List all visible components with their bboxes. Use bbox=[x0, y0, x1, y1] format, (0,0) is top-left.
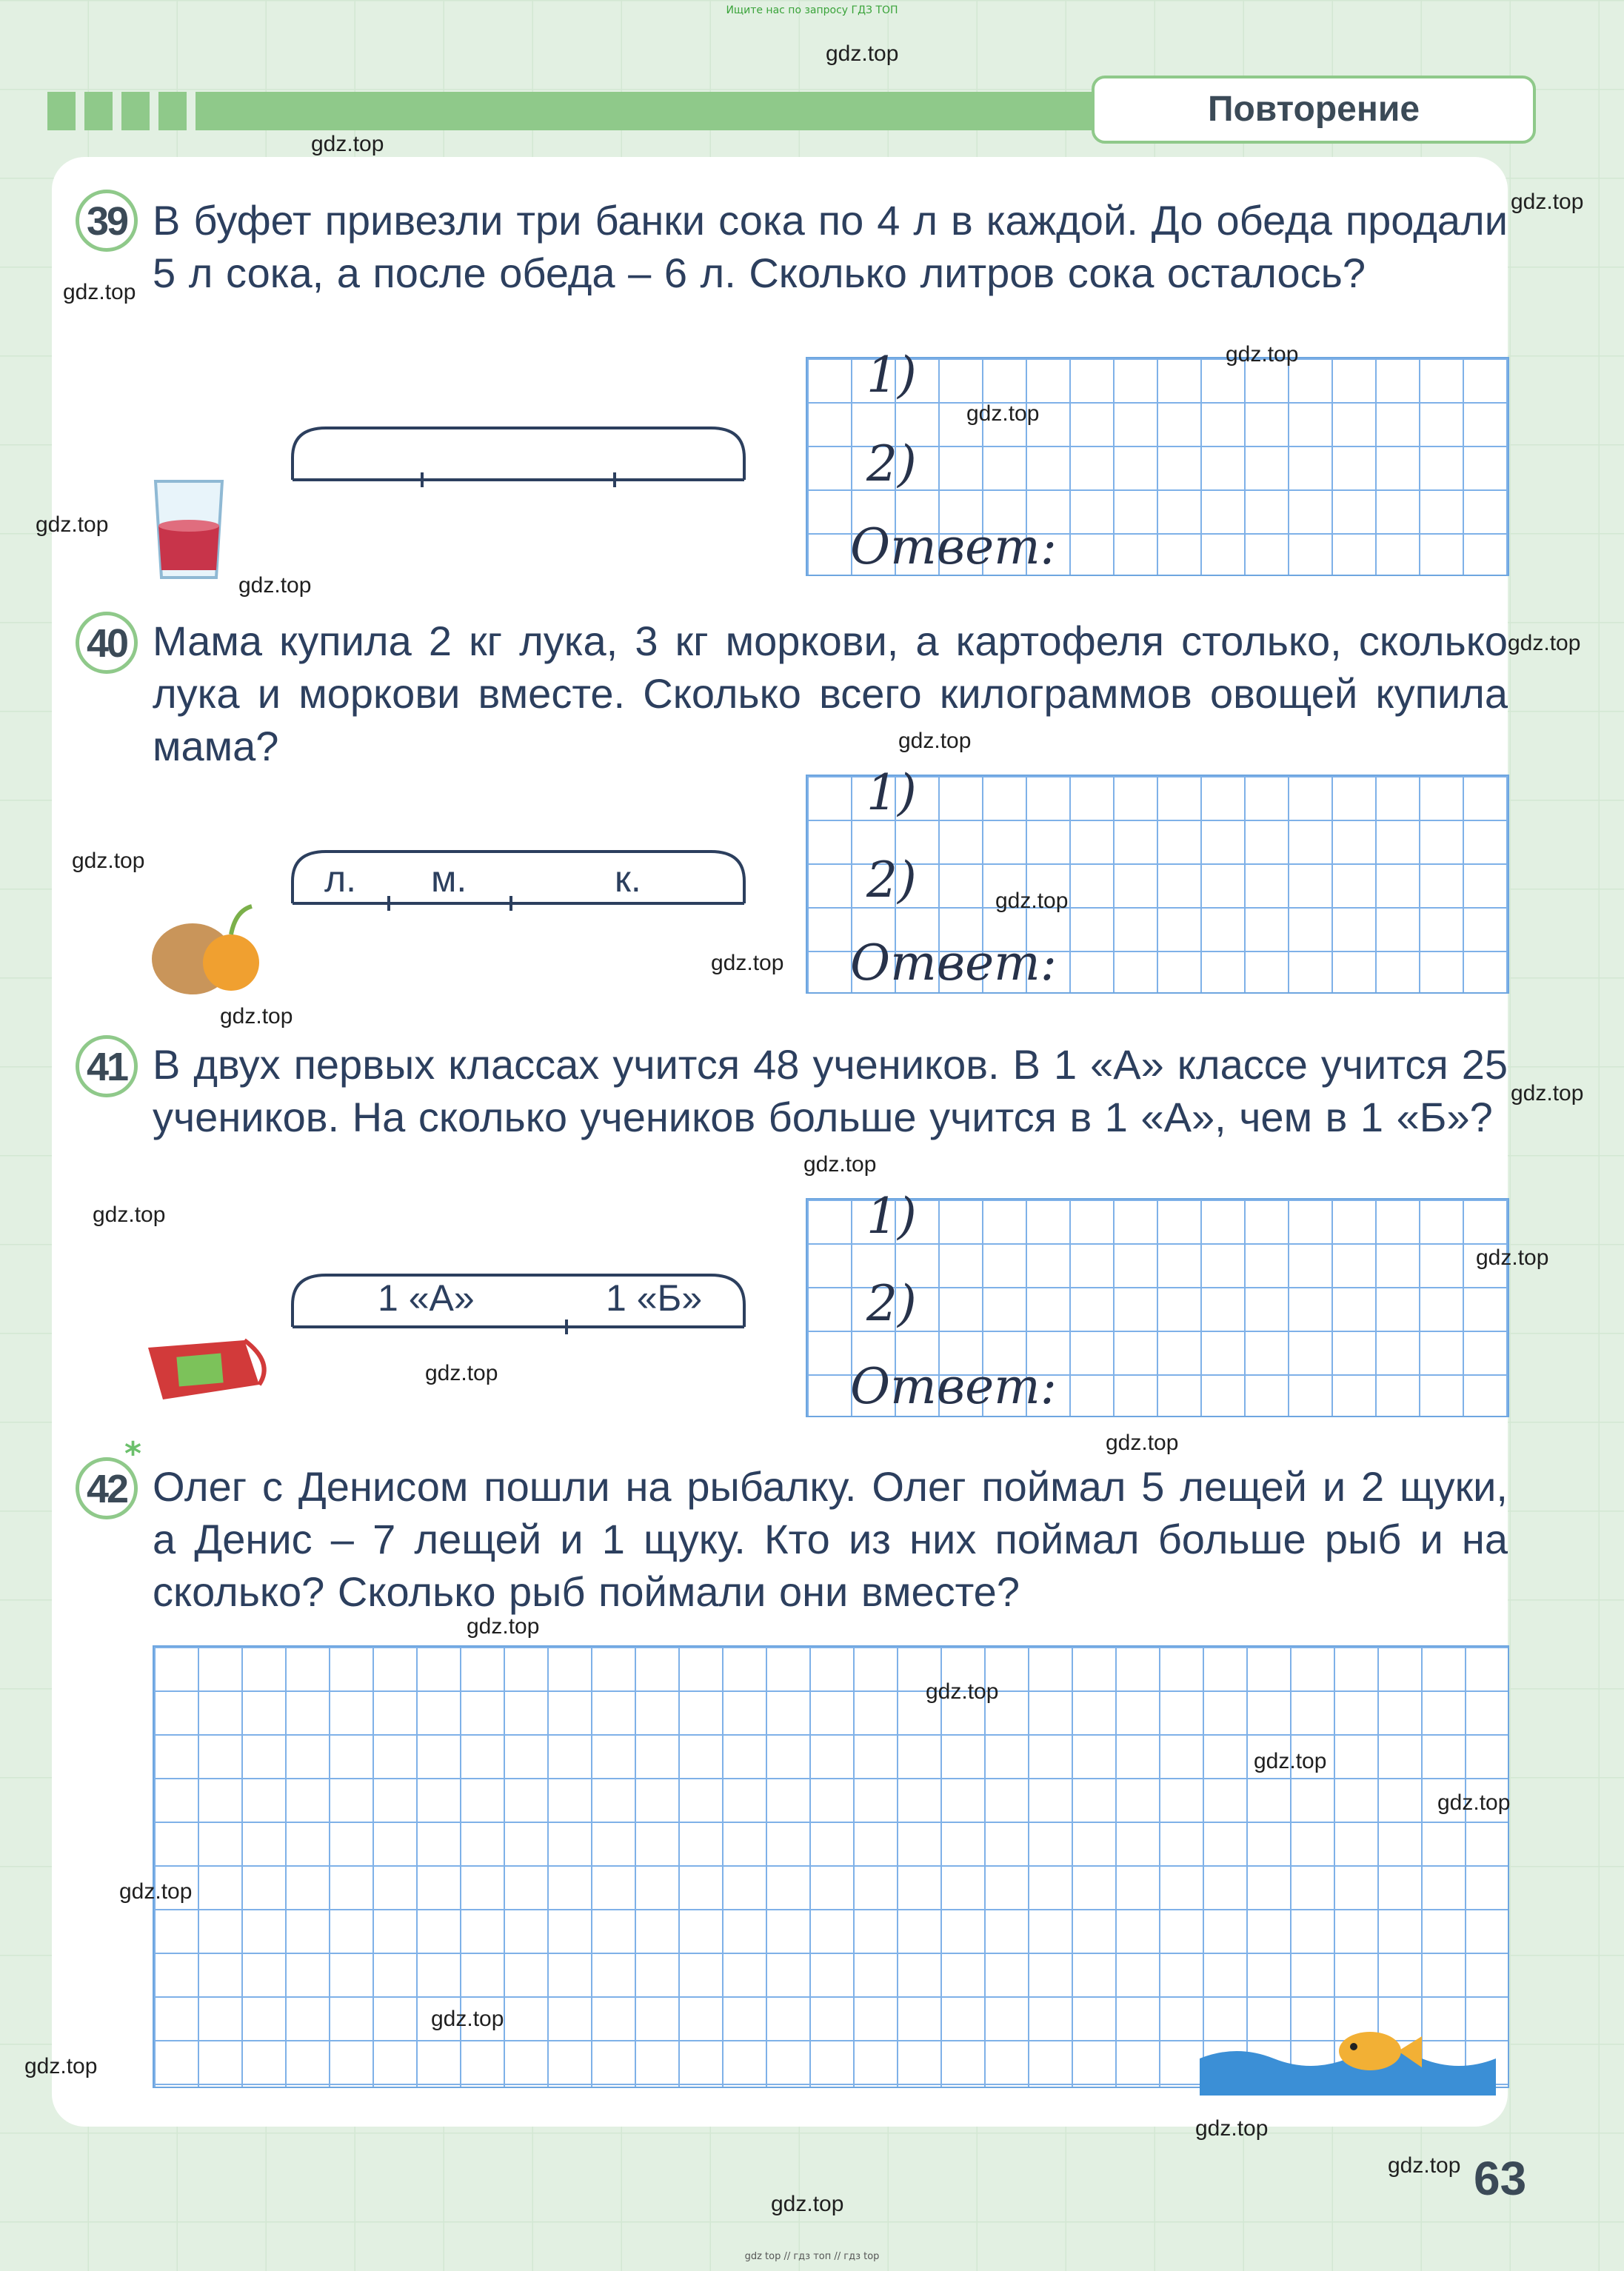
watermark: gdz.top bbox=[36, 512, 109, 537]
watermark: gdz.top bbox=[898, 729, 972, 753]
watermark: gdz.top bbox=[119, 1879, 193, 1904]
juice-glass-icon bbox=[148, 474, 230, 585]
watermark: gdz.top bbox=[926, 1679, 999, 1704]
task-number-badge: 39 bbox=[76, 190, 138, 252]
watermark: gdz.top bbox=[1388, 2153, 1461, 2178]
watermark: gdz.top bbox=[431, 2007, 504, 2031]
segment-diagram bbox=[289, 421, 748, 487]
header-bar bbox=[47, 92, 1099, 130]
step-2-label: 2) bbox=[866, 852, 917, 909]
segment-label: 1 «Б» bbox=[606, 1277, 703, 1319]
task-text: В буфет привезли три банки сока по 4 л в каждой. До обеда продали 5 л сока, а после обеда – 6 л. Сколько литров сока осталось? bbox=[153, 197, 1508, 296]
watermark: gdz.top bbox=[311, 132, 384, 156]
watermark: gdz.top bbox=[771, 2192, 844, 2216]
watermark: gdz.top bbox=[711, 951, 784, 975]
answer-label: Ответ: bbox=[850, 934, 1057, 991]
watermark: gdz.top bbox=[220, 1004, 293, 1029]
watermark: gdz.top bbox=[1511, 190, 1584, 214]
watermark: gdz.top bbox=[1195, 2116, 1269, 2141]
watermark: gdz.top bbox=[966, 401, 1040, 426]
page-number: 63 bbox=[1474, 2152, 1527, 2205]
header-square bbox=[121, 92, 150, 130]
step-1-label: 1) bbox=[866, 347, 917, 404]
answer-label: Ответ: bbox=[850, 518, 1057, 575]
watermark: gdz.top bbox=[1437, 1790, 1511, 1815]
task-text: В двух первых классах учится 48 учеников. В 1 «А» классе учится 25 учеников. На сколько учеников больше учится в 1 «А», чем в 1 «Б»? bbox=[153, 1041, 1508, 1140]
answer-label: Ответ: bbox=[850, 1358, 1057, 1415]
top-note: Ищите нас по запросу ГДЗ ТОП bbox=[726, 4, 898, 16]
difficulty-star-icon: * bbox=[124, 1435, 142, 1473]
task-number-badge: 42 bbox=[76, 1457, 138, 1519]
step-2-label: 2) bbox=[866, 1275, 917, 1332]
watermark: gdz.top bbox=[425, 1361, 498, 1385]
step-1-label: 1) bbox=[866, 1188, 917, 1245]
watermark: gdz.top bbox=[826, 41, 899, 66]
section-title: Повторение bbox=[1092, 76, 1536, 144]
vegetables-icon bbox=[148, 903, 274, 1000]
watermark: gdz.top bbox=[72, 849, 145, 873]
watermark: gdz.top bbox=[1226, 342, 1299, 367]
header-square bbox=[158, 92, 187, 130]
header-square bbox=[47, 92, 76, 130]
watermark: gdz.top bbox=[1508, 631, 1581, 655]
fish-icon bbox=[1200, 2014, 1496, 2096]
step-1-label: 1) bbox=[866, 764, 917, 821]
watermark: gdz.top bbox=[1254, 1749, 1327, 1773]
segment-label: к. bbox=[615, 858, 641, 900]
bottom-note: gdz top // гдз топ // гдз top bbox=[744, 2251, 880, 2262]
task-number-badge: 40 bbox=[76, 612, 138, 674]
watermark: gdz.top bbox=[1476, 1245, 1549, 1270]
watermark: gdz.top bbox=[803, 1152, 877, 1177]
watermark: gdz.top bbox=[1511, 1081, 1584, 1106]
watermark: gdz.top bbox=[995, 889, 1069, 913]
segment-diagram bbox=[289, 844, 748, 911]
watermark: gdz.top bbox=[238, 573, 312, 598]
task-text: Олег с Денисом пошли на рыбалку. Олег поймал 5 лещей и 2 щуки, а Денис – 7 лещей и 1 щуку. Кто из них поймал больше рыб и на сколько? Сколько рыб поймали они вместе? bbox=[153, 1463, 1508, 1615]
task-text: Мама купила 2 кг лука, 3 кг моркови, а картофеля столько, сколько лука и моркови вместе. Сколько всего килограммов овощей купила мама? bbox=[153, 618, 1508, 769]
header-square bbox=[84, 92, 113, 130]
segment-label: 1 «А» bbox=[378, 1277, 475, 1319]
watermark: gdz.top bbox=[63, 280, 136, 304]
school-bag-icon bbox=[133, 1318, 281, 1407]
watermark: gdz.top bbox=[24, 2054, 98, 2078]
header-line bbox=[196, 92, 1158, 130]
segment-label: м. bbox=[431, 858, 467, 900]
task-number-badge: 41 bbox=[76, 1035, 138, 1097]
watermark: gdz.top bbox=[1106, 1431, 1179, 1455]
segment-label: л. bbox=[324, 858, 357, 900]
step-2-label: 2) bbox=[866, 435, 917, 492]
watermark: gdz.top bbox=[467, 1614, 540, 1639]
watermark: gdz.top bbox=[93, 1203, 166, 1227]
